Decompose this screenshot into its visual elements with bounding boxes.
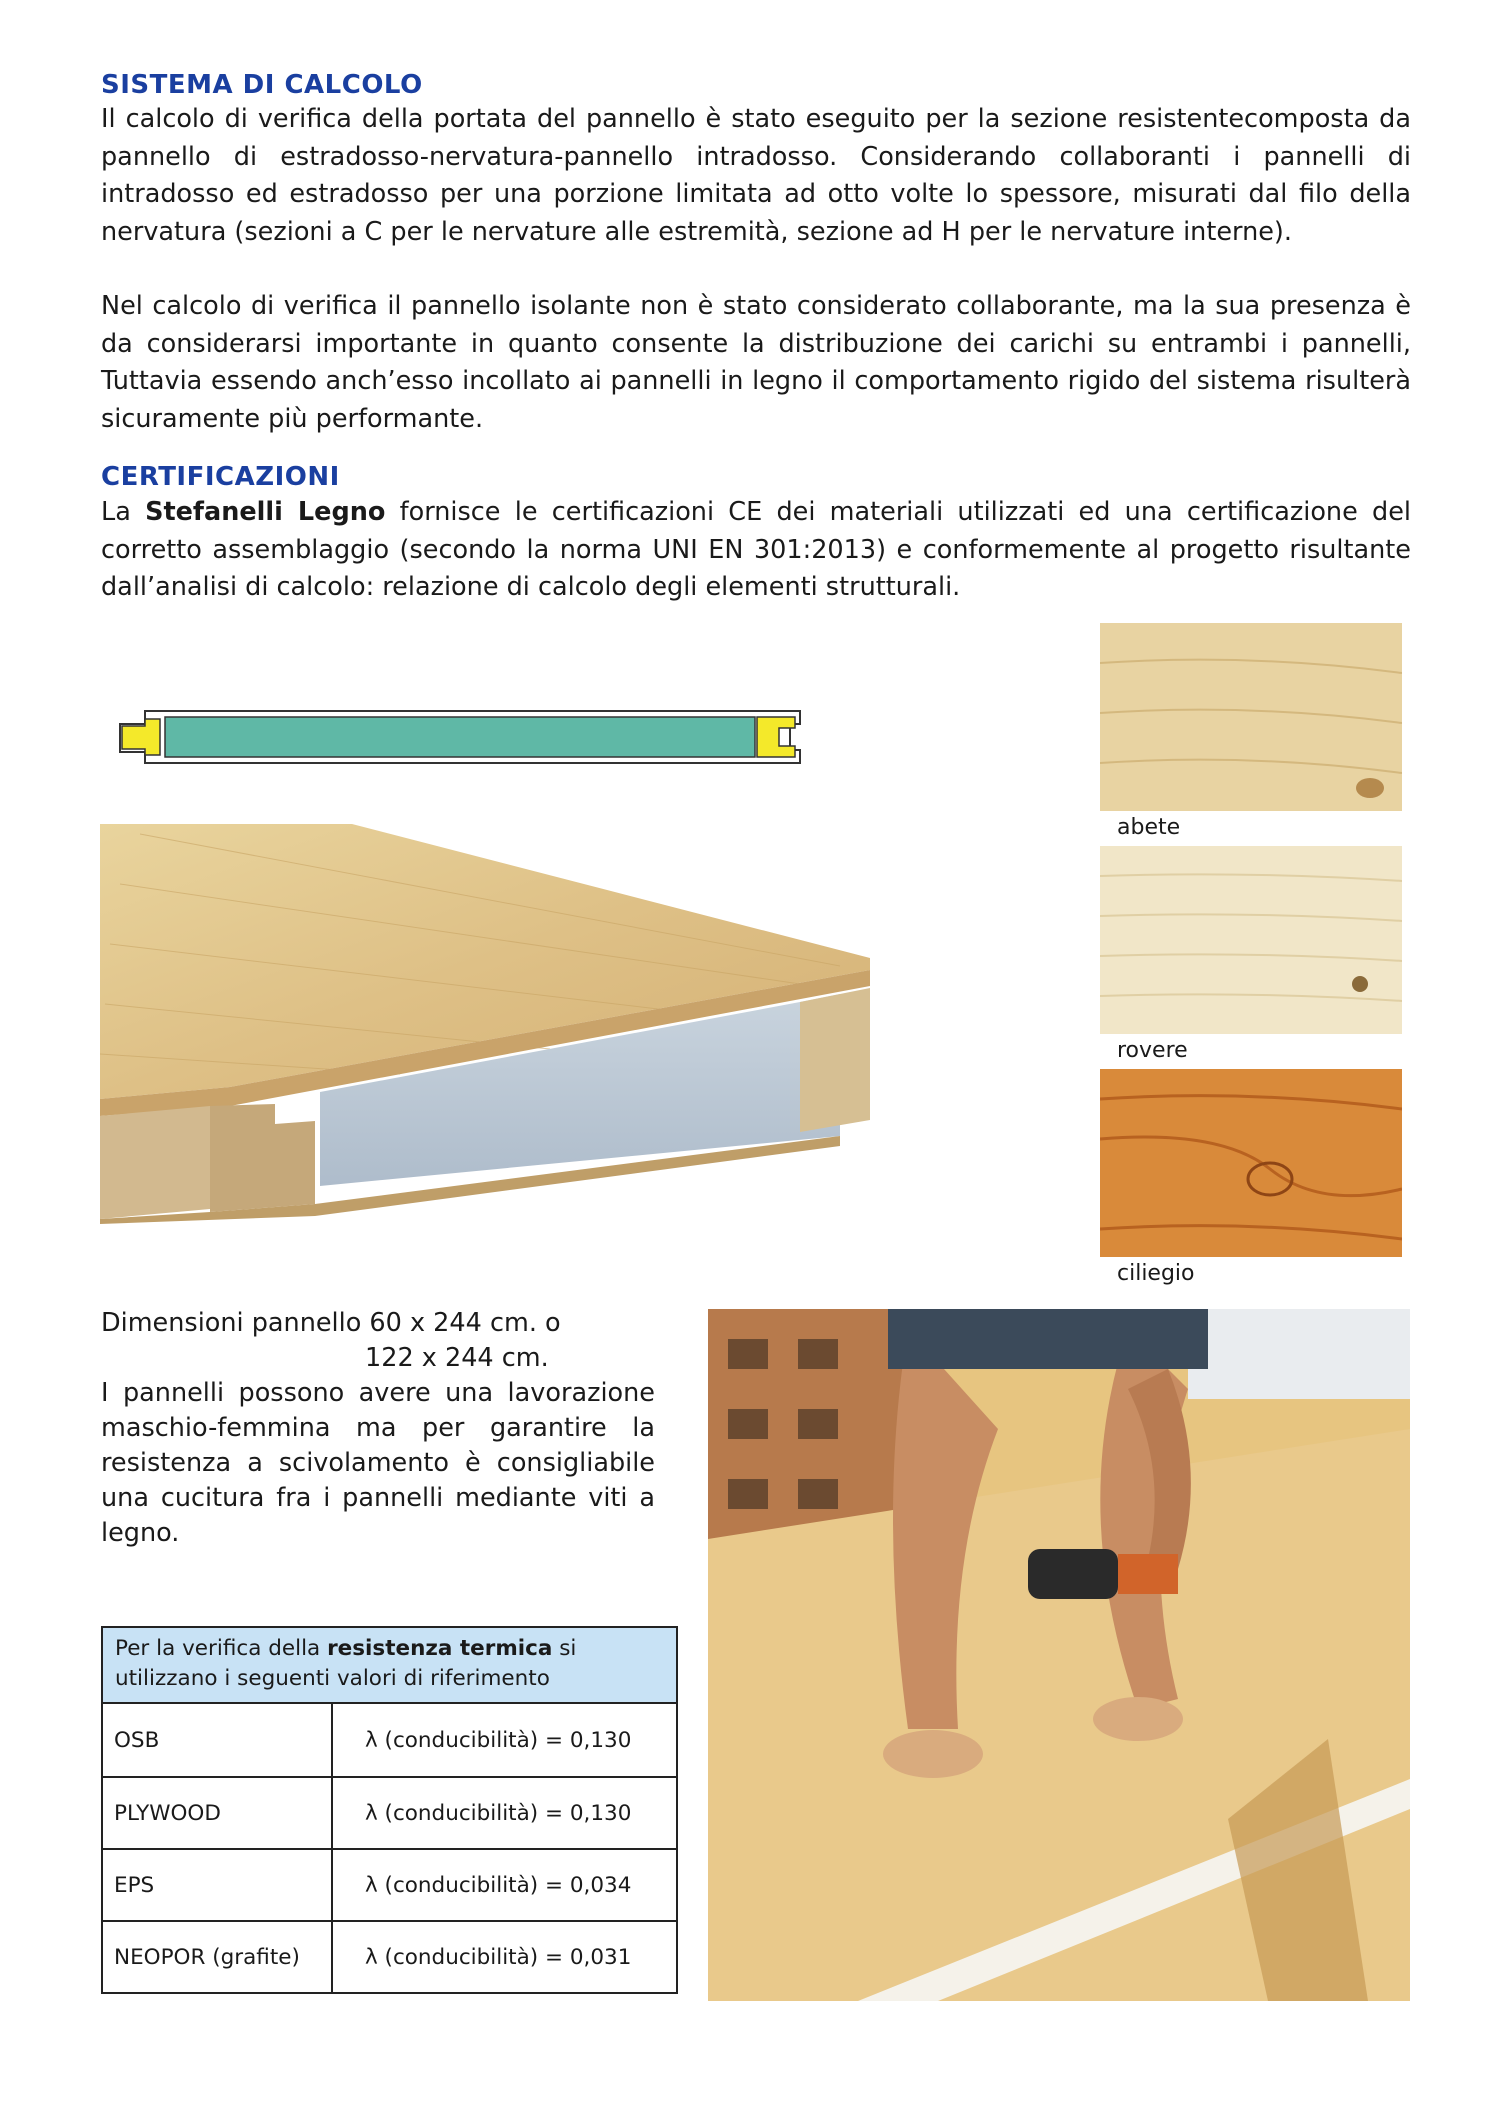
material-cell: PLYWOOD xyxy=(103,1778,333,1848)
table-row xyxy=(103,1776,676,1848)
table-header-post: si utilizzano i seguenti valori di riferimento xyxy=(115,1636,577,1691)
company-name: Stefanelli Legno xyxy=(145,497,386,527)
table-header xyxy=(103,1628,676,1704)
photo-drill-body xyxy=(1118,1554,1178,1594)
photo-sky xyxy=(1188,1309,1410,1399)
table-header-pre: Per la verifica della xyxy=(115,1636,328,1661)
photo-shoe-right xyxy=(1093,1697,1183,1741)
material-cell: OSB xyxy=(103,1704,333,1776)
material-cell: EPS xyxy=(103,1850,333,1920)
paragraph-sistema-di-calcolo-2: Nel calcolo di verifica il pannello isolante non è stato considerato collaborante, ma la sua presenza è da considerarsi importante in quanto consente la distribuzione dei carichi su entrambi i pannelli, Tuttavia essendo anch’esso incollato ai pannelli in legno il comportamento rigido del sistema risulterà sicuramente più performante. xyxy=(101,291,1411,434)
swatch-rovere xyxy=(1100,846,1402,1034)
conductivity-cell: λ (conducibilità) = 0,130 xyxy=(365,1800,632,1826)
table-row xyxy=(103,1848,676,1920)
worker-photo xyxy=(708,1309,1410,2001)
paragraph-sistema-di-calcolo-1: Il calcolo di verifica della portata del pannello è stato eseguito per la sezione resistentecomposta da pannello di estradosso-nervatura-pannello intradosso. Considerando collaboranti i pannelli di intradosso ed estradosso per una porzione limitata ad otto volte lo spessore, misurati dal filo della nervatura (sezioni a C per le nervature alle estremità, sezione ad H per le nervature interne). xyxy=(101,104,1411,247)
swatch-abete xyxy=(1100,623,1402,811)
paragraph-certificazioni xyxy=(101,494,1411,607)
panel-cross-section-diagram xyxy=(115,708,805,766)
info-paragraph: I pannelli possono avere una lavorazione maschio-femmina ma per garantire la resistenza a scivolamento è consigliabile una cucitura fra i pannelli mediante viti a legno. xyxy=(101,1378,655,1548)
heading-sistema-di-calcolo: SISTEMA DI CALCOLO xyxy=(101,70,423,100)
conductivity-cell: λ (conducibilità) = 0,031 xyxy=(365,1944,632,1970)
conductivity-cell: λ (conducibilità) = 0,130 xyxy=(365,1727,632,1753)
table-row xyxy=(103,1920,676,1992)
panel-photo xyxy=(100,824,880,1224)
swatch-label-abete: abete xyxy=(1117,815,1181,840)
certificazioni-intro: La xyxy=(101,497,146,527)
photo-shoe-left xyxy=(883,1730,983,1778)
conductivity-cell: λ (conducibilità) = 0,034 xyxy=(365,1872,632,1898)
material-cell: NEOPOR (grafite) xyxy=(103,1922,333,1992)
photo-shorts xyxy=(888,1309,1208,1369)
thermal-resistance-table xyxy=(101,1626,678,1994)
dimensions-line-2: 122 x 244 cm. xyxy=(365,1343,549,1373)
swatch-label-ciliegio: ciliegio xyxy=(1117,1261,1195,1286)
table-header-bold: resistenza termica xyxy=(327,1636,553,1661)
photo-drill xyxy=(1028,1549,1118,1599)
swatch-label-rovere: rovere xyxy=(1117,1038,1188,1063)
swatch-ciliegio xyxy=(1100,1069,1402,1257)
panel-rib-right xyxy=(800,988,870,1132)
heading-certificazioni: CERTIFICAZIONI xyxy=(101,462,340,492)
dimensions-line-1: Dimensioni pannello 60 x 244 cm. o xyxy=(101,1308,561,1338)
panel-rib-tongue xyxy=(210,1104,315,1212)
panel-rib-left xyxy=(100,1106,210,1219)
panel-insulation-core xyxy=(165,717,755,757)
table-row xyxy=(103,1704,676,1776)
certificazioni-text: fornisce le certificazioni CE dei materiali utilizzati ed una certificazione del corretto assemblaggio (secondo la norma UNI EN 301:2013) e conformemente al progetto risultante dall’analisi di calcolo: relazione di calcolo degli elementi strutturali. xyxy=(101,497,1411,602)
